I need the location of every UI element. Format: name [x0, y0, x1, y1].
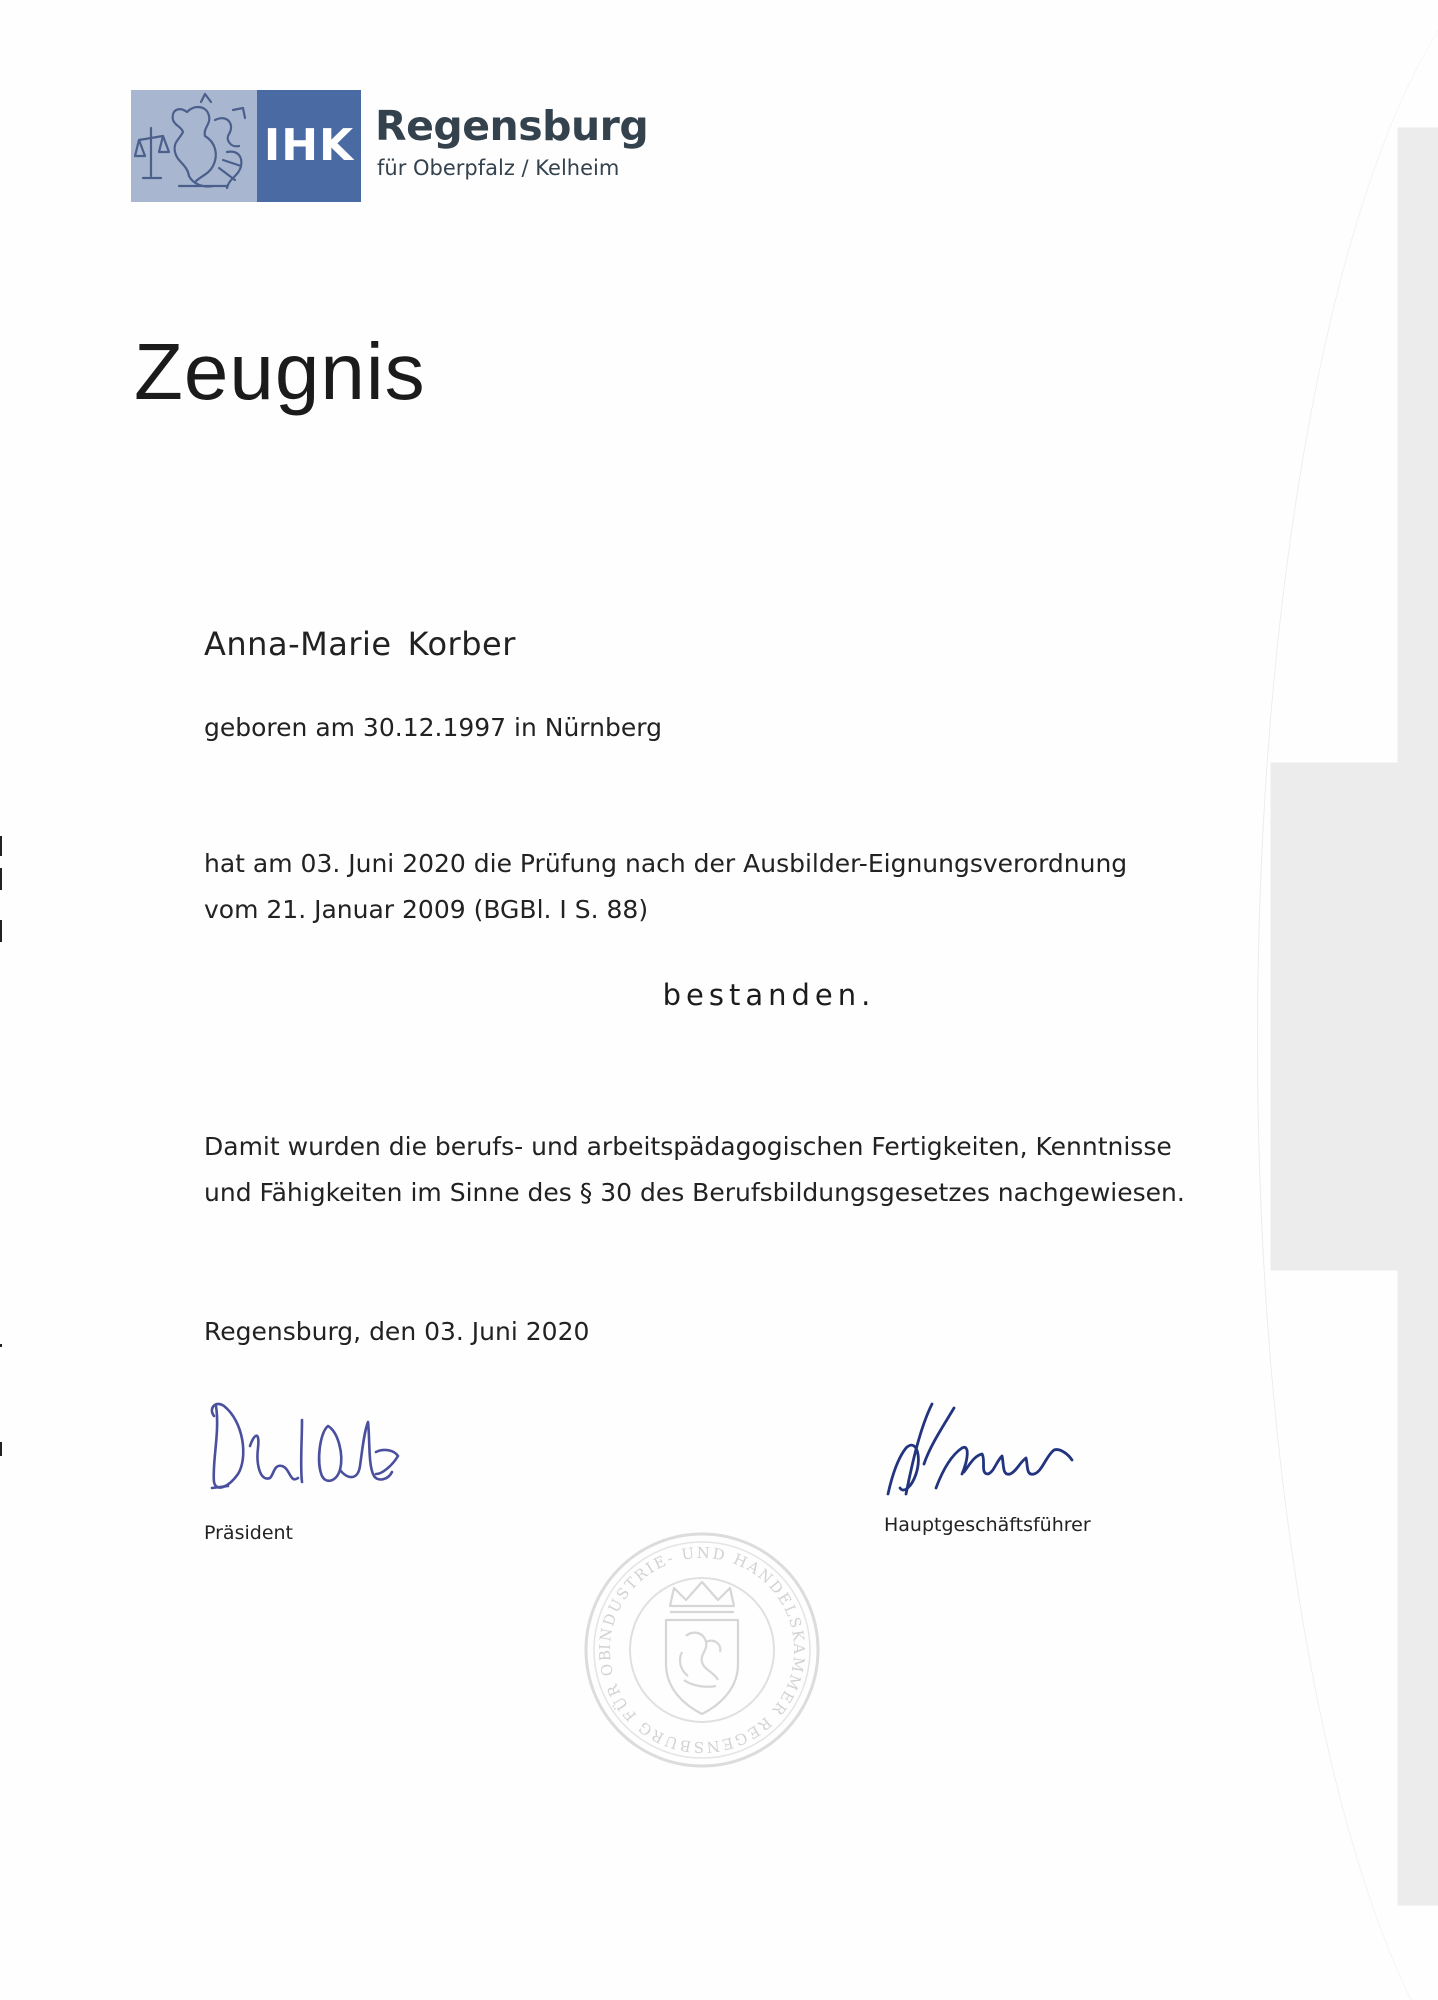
president-role: Präsident: [204, 1522, 293, 1544]
birth-line: geboren am 30.12.1997 in Nürnberg: [204, 713, 662, 742]
scan-mark: [0, 920, 2, 942]
seal-ring-text: INDUSTRIE- UND HANDELSKAMMER REGENSBURG FÜR OB: [595, 1543, 809, 1757]
document-title: Zeugnis: [134, 327, 426, 416]
scan-mark: [0, 1344, 2, 1347]
manager-role: Hauptgeschäftsführer: [884, 1514, 1091, 1536]
scan-mark: [0, 868, 2, 890]
logo-text-block: [361, 90, 648, 202]
president-signature: [198, 1392, 423, 1502]
embossed-seal-icon: [582, 1530, 822, 1770]
scan-mark: [0, 836, 2, 856]
recipient-last-name: Korber: [407, 625, 516, 663]
confirmation-line-1: Damit wurden die berufs- und arbeitspädagogischen Fertigkeiten, Kenntnisse: [204, 1132, 1172, 1161]
recipient-name: [204, 622, 516, 666]
recipient-first-name: Anna-Marie: [204, 625, 392, 663]
ihk-coat-of-arms-icon: [131, 90, 257, 202]
logo-region: für Oberpfalz / Kelheim: [377, 156, 620, 180]
exam-line-2: vom 21. Januar 2009 (BGBl. I S. 88): [204, 895, 649, 924]
exam-result: bestanden.: [662, 978, 876, 1012]
confirmation-line-2: und Fähigkeiten im Sinne des § 30 des Berufsbildungsgesetzes nachgewiesen.: [204, 1178, 1185, 1207]
scan-mark: [0, 1442, 2, 1456]
logo-abbreviation: IHK: [257, 90, 361, 202]
ihk-logo: [131, 90, 648, 202]
manager-signature: [876, 1394, 1086, 1506]
exam-line-1: hat am 03. Juni 2020 die Prüfung nach der Ausbilder-Eignungsverordnung: [204, 849, 1128, 878]
place-and-date: Regensburg, den 03. Juni 2020: [204, 1317, 590, 1346]
logo-city: Regensburg: [375, 102, 649, 150]
